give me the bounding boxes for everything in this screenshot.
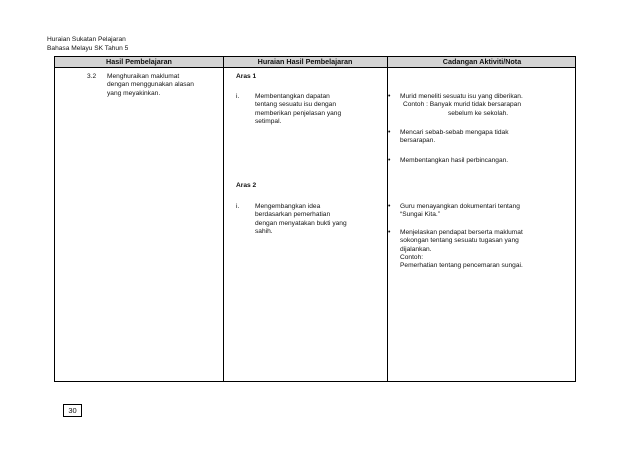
activity-line: Guru menayangkan dokumentari tentang xyxy=(400,203,520,210)
bullet-icon: • xyxy=(388,157,391,164)
column-divider-2 xyxy=(387,57,391,381)
activity-line: Mencari sebab-sebab mengapa tidak xyxy=(400,129,509,136)
level-1-line: Membentangkan dapatan xyxy=(255,93,330,100)
outcome-line: dengan menggunakan alasan xyxy=(107,81,194,89)
level-2-line: Mengembangkan idea xyxy=(255,203,321,210)
level-2-text xyxy=(255,203,347,236)
level-2-line: dengan menyatakan bukti yang xyxy=(255,219,347,227)
activity-line: Contoh: xyxy=(400,253,424,261)
activity-line: Menjelaskan pendapat berserta maklumat xyxy=(400,229,523,236)
level-2-line: sahih. xyxy=(255,227,273,235)
bullet-icon: • xyxy=(388,203,391,210)
syllabus-table xyxy=(54,56,576,382)
document-header xyxy=(47,35,128,53)
activity-line: Pemerhatian tentang pencemaran sungai. xyxy=(400,262,523,270)
header-line-1: Huraian Sukatan Pelajaran xyxy=(47,36,126,43)
level-2-marker: i. xyxy=(236,203,240,210)
outcome-number: 3.2 xyxy=(87,73,97,80)
level-2-line: berdasarkan pemerhatian xyxy=(255,211,331,219)
level-1-title: Aras 1 xyxy=(236,73,257,80)
header-line-2: Bahasa Melayu SK Tahun 5 xyxy=(47,45,129,52)
table-header-row xyxy=(55,57,575,68)
level-2-title: Aras 2 xyxy=(236,182,257,189)
column-header-description: Huraian Hasil Pembelajaran xyxy=(257,57,353,66)
level-1-marker: i. xyxy=(236,93,240,100)
activity-line: sokongan tentang sesuatu tugasan yang xyxy=(400,237,519,245)
page-number: 30 xyxy=(63,404,82,417)
outcome-line: yang meyakinkan. xyxy=(107,89,161,97)
level-1-line: memberikan penjelasan yang xyxy=(255,109,342,117)
column-divider-1 xyxy=(223,57,224,381)
activity-line: Murid meneliti sesuatu isu yang diberikan. xyxy=(400,93,523,100)
activity-item xyxy=(400,203,520,220)
bullet-icon: • xyxy=(388,129,391,136)
level-1-line: tentang sesuatu isu dengan xyxy=(255,101,337,109)
activity-line: Membentangkan hasil perbincangan. xyxy=(400,157,509,164)
activity-line: “Sungai Kita.” xyxy=(400,211,440,219)
activity-item xyxy=(400,93,523,118)
level-1-line: setimpal. xyxy=(255,117,282,125)
activity-line: Contoh : Banyak murid tidak bersarapan xyxy=(403,101,522,109)
activity-item xyxy=(400,129,509,146)
outcome-line: Menghuraikan maklumat xyxy=(107,73,180,80)
activity-line: dijalankan. xyxy=(400,245,432,253)
bullet-icon: • xyxy=(388,93,391,100)
column-header-activities: Cadangan Aktiviti/Nota xyxy=(442,57,522,66)
activity-item xyxy=(400,229,523,270)
level-1-text xyxy=(255,93,341,126)
column-header-outcome: Hasil Pembelajaran xyxy=(106,57,172,66)
outcome-text xyxy=(107,73,194,98)
activity-line: sebelum ke sekolah. xyxy=(448,109,509,117)
activity-item xyxy=(400,157,508,165)
activity-line: bersarapan. xyxy=(400,137,436,145)
bullet-icon: • xyxy=(388,229,391,236)
